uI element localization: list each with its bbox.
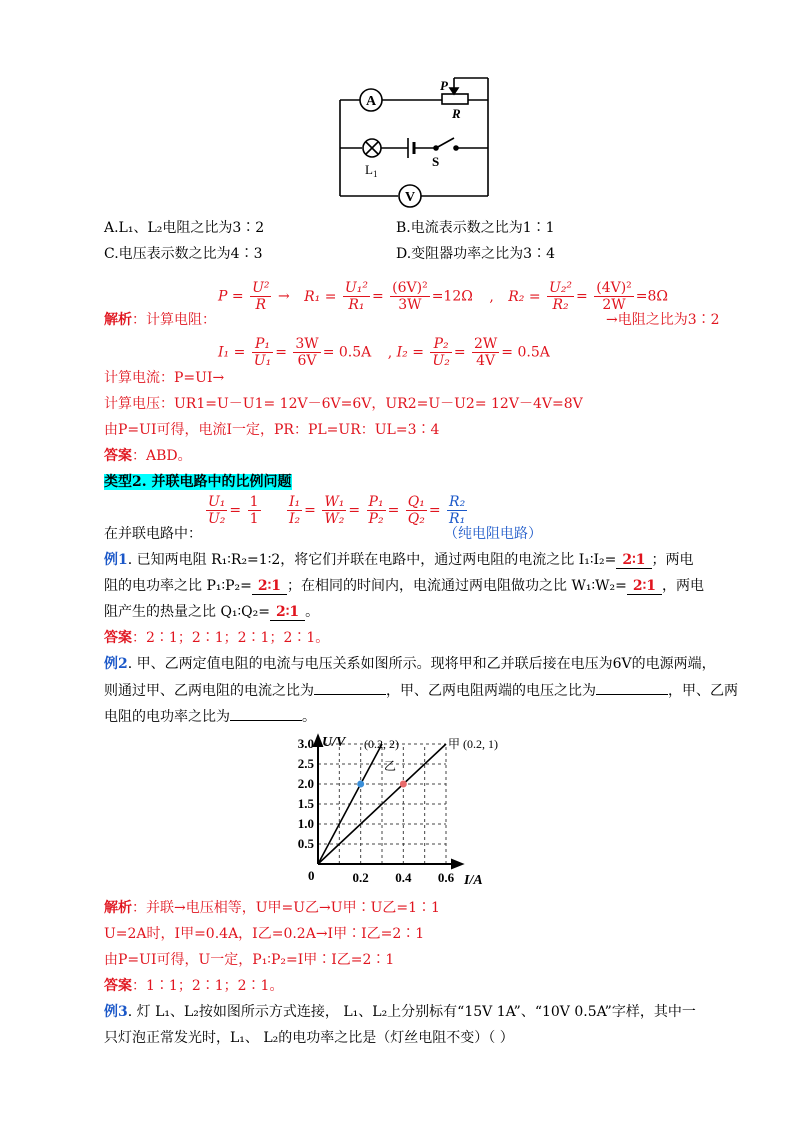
x-tick-label: 0.4 — [395, 870, 412, 885]
voltmeter-label: V — [404, 190, 416, 205]
answer-1: 答案：ABD。 — [104, 448, 192, 464]
type2-heading: 类型2. 并联电路中的比例问题 — [104, 474, 292, 490]
ammeter-label: A — [365, 94, 377, 109]
point-jia — [400, 781, 407, 788]
circuit-diagram — [330, 70, 500, 210]
y-tick-label: 2.0 — [297, 776, 314, 791]
resistor-label: R — [452, 106, 461, 121]
parallel-ratio-formula: $\frac{\text{U₁}}{\text{U₂}}$ = $\frac{1}{1}$ $\frac{\text{I₁}}{\text{I₂}}$ = $\frac{\text{W₁}}{\text{W₂}}$ = $\frac{\text{P₁}}{\text{P₂}}$ = $\frac{\text{Q₁}}{\text{Q₂}}$ = $\frac{\text{R₂}}{\text{R₁}}$ — [208, 494, 466, 527]
x-tick-label: 0.2 — [352, 870, 369, 885]
option-b: B.电流表示数之比为1∶1 — [396, 220, 555, 236]
annotation-jia: 甲 (0.2, 1) — [448, 737, 498, 751]
annotation-yi: (0.2, 2) — [364, 737, 399, 751]
analysis-2-line3: 由P=UI可得，U一定，P₁∶P₂=I甲∶I乙=2∶1 — [104, 952, 395, 968]
ex2-line1: 例2. 甲、乙两定值电阻的电流与电压关系如图所示。现将甲和乙并联后接在电压为6V的电源两端， — [104, 656, 716, 672]
type2-intro: 在并联电路中： — [104, 526, 202, 542]
ex2-line3: 电阻的电功率之比为 。 — [104, 706, 316, 727]
option-a: A.L₁、L₂电阻之比为3∶2 — [104, 220, 265, 236]
power-ratio-text: 由P=UI可得，电流I一定，PR：PL=UR：UL=3∶4 — [104, 422, 440, 438]
ui-chart — [286, 732, 536, 892]
analysis-1-label: 解析：计算电阻： — [104, 312, 216, 328]
ex1-line2: 阻的电功率之比 P₁∶P₂= 2∶1 ；在相同的时间内，电流通过两电阻做功之比 W₁∶W₂= 2∶1 ，两电 — [104, 578, 704, 594]
y-tick-label: 1.5 — [297, 796, 314, 811]
answer-ex2: 答案：1∶1；2∶1；2∶1。 — [104, 978, 284, 994]
ex1-line1: 例1. 已知两电阻 R₁∶R₂=1∶2，将它们并联在电路中，通过两电阻的电流之比 I₁∶I₂= 2∶1 ；两电 — [104, 552, 694, 568]
chart-xlabel: I/A — [464, 873, 483, 888]
analysis-2-line2: U=2A时，I甲=0.4A，I乙=0.2A→I甲∶I乙=2∶1 — [104, 926, 425, 942]
calc-voltage-text: 计算电压：UR1=U－U1= 12V－6V=6V，UR2=U－U2= 12V－4V=8V — [104, 396, 583, 412]
y-tick-label: 3.0 — [297, 736, 314, 751]
answer-ex1: 答案：2∶1；2∶1；2∶1；2∶1。 — [104, 630, 330, 646]
calc-current-text: 计算电流：P=UI→ — [104, 370, 225, 386]
option-d: D.变阻器功率之比为3∶4 — [396, 246, 555, 262]
y-tick-label: 0.5 — [297, 836, 314, 851]
y-tick-label: 1.0 — [297, 816, 314, 831]
option-c: C.电压表示数之比为4∶3 — [104, 246, 263, 262]
formula-resistance: P = $\frac{\text{U²}}{R}$ → R₁ = $\frac{\text{U₁²}}{\text{R₁}}$ = $\frac{\text{(6V)²}}{3W}$ =12Ω , R₂ = $\frac{\text{U₂²}}{\text{R₂}}$ = $\frac{\text{(4V)²}}{2W}$ =8Ω — [218, 280, 669, 313]
series-label-yi: 乙 — [384, 759, 397, 773]
chart-ylabel: U/V — [322, 735, 346, 750]
ex2-line2: 则通过甲、乙两电阻的电流之比为 ，甲、乙两电阻两端的电压之比为 ，甲、乙两 — [104, 680, 738, 701]
point-yi — [357, 781, 364, 788]
y-tick-label: 2.5 — [297, 756, 314, 771]
switch-label: S — [432, 154, 440, 169]
x-tick-label: 0.6 — [437, 870, 455, 885]
lamp-label: $L_1$ — [365, 162, 378, 179]
ex3-line1: 例3. 灯 L₁、L₂按如图所示方式连接， L₁、L₂上分别标有“15V 1A”、“10V 0.5A”字样，其中一 — [104, 1004, 696, 1020]
slider-label: P — [440, 78, 448, 93]
formula-current: I₁ = $\frac{\text{P₁}}{\text{U₁}}$ = $\frac{3W}{6V}$ = 0.5A , I₂ = $\frac{\text{P₂}}{\text{U₂}}$ = $\frac{2W}{4V}$ = 0.5A — [218, 336, 550, 369]
ex1-line3: 阻产生的热量之比 Q₁∶Q₂= 2∶1 。 — [104, 604, 320, 620]
chart-origin: 0 — [308, 868, 315, 883]
analysis-2-line1: 解析：并联→电压相等，U甲=U乙→U甲∶U乙=1∶1 — [104, 900, 440, 916]
type2-note: （纯电阻电路） — [444, 526, 542, 542]
resistance-ratio: →电阻之比为3∶2 — [606, 312, 720, 328]
ex3-line2: 只灯泡正常发光时，L₁、 L₂的电功率之比是（灯丝电阻不变）（ ） — [104, 1030, 514, 1046]
